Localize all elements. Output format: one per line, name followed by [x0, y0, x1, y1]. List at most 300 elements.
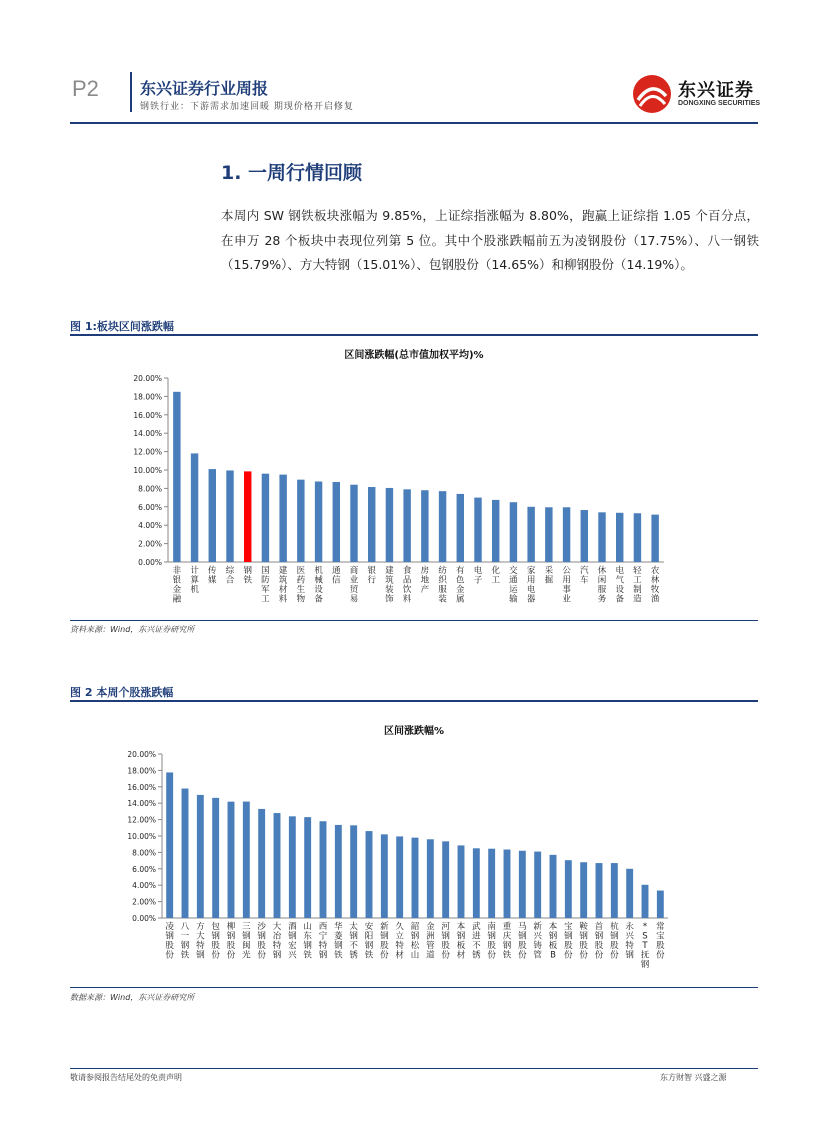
chart2-bar	[182, 789, 189, 918]
chart2-category-label-char: 武	[472, 922, 481, 932]
chart2-bar	[289, 816, 296, 918]
chart2-category-label-char: 兴	[625, 931, 634, 942]
chart2-bar	[396, 836, 403, 918]
chart2-category-label-char: 钢	[303, 941, 312, 951]
chart1-category-label-char: 饮	[402, 585, 412, 595]
chart2-category-label-char: S	[642, 931, 648, 942]
chart2-category-label-char: 钢	[487, 931, 496, 942]
chart1-category-label-char: 服	[597, 585, 607, 595]
chart2-y-tick-label: 20.00%	[127, 750, 156, 759]
figure2-label: 图 2 本周个股涨跌幅	[70, 686, 174, 699]
chart2-category-label-char: 特	[318, 941, 328, 951]
chart2-y-tick-label: 14.00%	[127, 799, 156, 809]
chart1-category-label-char: 输	[509, 594, 518, 605]
chart1-category-label-char: 金	[456, 585, 465, 595]
chart1-category-label-char: 传	[208, 566, 217, 576]
chart1-category-label-char: 电	[473, 566, 483, 576]
chart2-category-label-char: 不	[349, 941, 358, 951]
chart2-y-tick-label: 0.00%	[132, 914, 156, 923]
chart1-bar	[492, 500, 499, 562]
chart1-category-label-char: 媒	[208, 575, 217, 586]
chart1-category-label-char: 牧	[650, 585, 660, 595]
chart1-category-label-char: 医	[296, 566, 306, 576]
chart2-category-label-char: 宝	[656, 931, 665, 942]
chart2-category-label-char: 兴	[533, 931, 542, 942]
chart2-category-label-char: 钢	[548, 931, 558, 942]
chart1-y-tick-label: 16.00%	[133, 410, 162, 420]
chart2-category-label-char: 兴	[288, 950, 297, 961]
chart1-bar	[191, 453, 198, 562]
chart2-category-label-char: 立	[395, 931, 404, 942]
chart1-bar	[279, 475, 286, 562]
chart2-category-label-char: 材	[456, 950, 466, 961]
chart2-bar	[258, 809, 265, 918]
chart2-y-tick-label: 4.00%	[132, 881, 156, 891]
chart2-category-label-char: 闽	[242, 941, 251, 951]
chart2-bar	[458, 845, 465, 918]
chart1-category-label-char: 建	[278, 566, 288, 576]
chart1-bar	[209, 469, 216, 562]
chart2-bar	[504, 850, 511, 918]
chart2-category-label-char: 杭	[610, 922, 619, 932]
chart2-category-label-char: 股	[656, 941, 665, 951]
chart2-bar	[596, 863, 603, 918]
chart2-category-label-char: 份	[579, 950, 588, 961]
chart2-category-label-char: 久	[395, 922, 404, 932]
chart2-category-label-char: 钢	[211, 931, 220, 942]
chart2-category-label-char: 股	[487, 941, 496, 951]
chart2-y-tick-label: 8.00%	[132, 848, 156, 858]
chart1-category-label-char: 公	[562, 566, 571, 576]
chart1-category-label-char: 属	[456, 594, 465, 605]
chart2-category-label-char: 太	[349, 922, 358, 932]
chart1-category-label-char: 闲	[597, 575, 607, 586]
chart2-category-label-char: 酒	[288, 922, 297, 932]
chart2-category-label-char: 股	[211, 941, 220, 951]
chart1-category-label-char: 业	[349, 575, 359, 586]
chart2-category-label-char: 钢	[518, 931, 527, 942]
chart2-category-label-char: 股	[165, 941, 174, 951]
chart1-bar	[173, 392, 180, 562]
chart2-bar	[519, 851, 526, 918]
chart1-bar	[262, 474, 269, 562]
chart1-category-label-char: 车	[580, 575, 589, 586]
chart2-category-label-char: 铁	[502, 950, 512, 961]
chart2-bar	[197, 795, 204, 918]
chart1-category-label-char: 化	[491, 566, 500, 576]
chart2-category-label-char: 钢	[640, 960, 650, 970]
chart1-category-label-char: 材	[278, 585, 288, 595]
header-separator	[130, 72, 132, 112]
chart1-category-label-char: 非	[172, 566, 182, 576]
chart1-category-label-char: 电	[526, 585, 536, 595]
chart1-category-label-char: 建	[385, 566, 394, 576]
chart2-category-label-char: 钢	[380, 931, 389, 942]
chart2-category-label-char: 铁	[180, 950, 190, 961]
chart1-category-label-char: 计	[190, 566, 199, 576]
chart2-bar	[642, 885, 649, 918]
chart2-category-label-char: 管	[426, 941, 435, 951]
chart2-bar	[657, 891, 664, 918]
chart1-category-label-char: 房	[420, 566, 430, 576]
chart1-y-tick-label: 10.00%	[133, 466, 162, 475]
chart1-bar	[563, 507, 570, 562]
chart2-category-label-char: 特	[272, 941, 282, 951]
chart1-category-label-char: 物	[296, 594, 306, 605]
chart2-category-label-char: 钢	[288, 931, 297, 942]
chart2-bar	[488, 849, 495, 918]
chart1-category-label-char: 通	[332, 566, 341, 576]
chart1-bar	[226, 470, 233, 562]
chart2-category-label-char: 股	[380, 941, 389, 951]
chart2-category-label-char: 庆	[502, 931, 512, 942]
chart1-bar	[403, 489, 410, 562]
chart1-category-label-char: 器	[526, 594, 536, 605]
chart2-bar	[335, 825, 342, 918]
chart2-category-label-char: 材	[395, 950, 404, 961]
chart2-category-label-char: B	[550, 950, 556, 961]
chart1-bar	[315, 482, 322, 563]
chart2-category-label-char: 锈	[349, 950, 358, 961]
section-paragraph: 本周内 SW 钢铁板块涨幅为 9.85%，上证综指涨幅为 8.80%，跑赢上证综指 1.05 个百分点，在申万 28 个板块中表现位列第 5 位。其中个股涨跌幅前五为凌钢股份（17.75%）、八一钢铁（15.79%）、方大特钢（15.01%）、包钢股份（14.65%）和柳钢股份（14.19%）。	[221, 208, 759, 272]
chart2-category-label-char: 新	[380, 922, 389, 932]
chart2-bar	[442, 841, 449, 918]
chart2-bar	[212, 798, 219, 918]
report-subtitle: 钢铁行业：下游需求加速回暖 期现价格开启修复	[140, 102, 354, 112]
chart2-category-label-char: 阳	[364, 931, 374, 942]
chart1-bar	[386, 488, 393, 562]
chart2-category-label-char: 钢	[242, 931, 251, 942]
chart2-category-label-char: 钢	[165, 931, 174, 942]
chart2-category-label-char: 金	[426, 922, 435, 932]
chart2-category-label-char: 钢	[318, 950, 328, 961]
chart2-bar	[534, 852, 541, 918]
chart1-y-tick-label: 18.00%	[133, 392, 162, 402]
chart1-category-label-char: 机	[190, 585, 199, 595]
footer-disclaimer: 敬请参阅报告结尾处的免责声明	[70, 1073, 182, 1082]
chart1-bar	[527, 507, 534, 562]
chart2-category-label-char: 冶	[272, 931, 282, 942]
chart2-category-label-char: 股	[579, 941, 588, 951]
chart2-category-label-char: 马	[518, 922, 527, 932]
chart1-bar	[297, 480, 304, 562]
chart2-bar	[580, 862, 587, 918]
chart2-category-label-char: 一	[180, 931, 190, 942]
figure2-bottom-rule	[70, 987, 758, 988]
chart1-category-label-char: 备	[615, 594, 624, 605]
chart2-category-label-char: 大	[272, 922, 282, 932]
figure1-bottom-rule	[70, 620, 758, 621]
chart1-category-label-char: 轻	[633, 566, 642, 576]
chart2-category-label-char: 山	[410, 950, 420, 961]
chart2-category-label-char: 钢	[257, 931, 266, 942]
chart2-category-label-char: 韶	[410, 922, 420, 932]
chart2-category-label-char: 进	[472, 931, 481, 942]
chart2-category-label-char: 铁	[364, 950, 374, 961]
chart2-category-label-char: 份	[656, 950, 665, 961]
chart1-bar	[244, 471, 251, 562]
chart1-category-label-char: 筑	[385, 575, 394, 586]
chart2-category-label-char: 份	[226, 950, 236, 961]
chart1-y-tick-label: 6.00%	[138, 502, 162, 512]
chart1-category-label-char: 有	[456, 566, 465, 576]
chart1-category-label-char: 气	[615, 575, 624, 586]
chart1-category-label-char: 装	[438, 594, 447, 605]
chart1-category-label-char: 汽	[580, 566, 589, 576]
chart2-y-tick-label: 6.00%	[132, 864, 156, 874]
chart2-category-label-char: 钢	[410, 931, 420, 942]
chart2-category-label-char: 股	[610, 941, 619, 951]
chart1-category-label-char: 商	[349, 566, 359, 576]
chart1-category-label-char: 工	[633, 575, 642, 586]
chart1-bar	[421, 490, 428, 562]
chart2-category-label-char: 安	[364, 922, 374, 932]
chart1-category-label-char: 采	[544, 566, 554, 576]
chart2-category-label-char: 山	[303, 922, 312, 932]
chart1-category-label-char: 设	[615, 585, 624, 595]
chart1-category-label-char: 纺	[438, 566, 447, 576]
chart2-bar	[550, 855, 557, 918]
chart2-category-label-char: 道	[426, 950, 435, 961]
chart1-y-tick-label: 2.00%	[138, 539, 162, 549]
chart1-bar	[581, 510, 588, 562]
chart2-category-label-char: 股	[257, 941, 266, 951]
chart2-category-label-char: 份	[594, 950, 604, 961]
chart1-bar	[616, 513, 623, 562]
chart1-category-label-char: 银	[172, 575, 182, 586]
chart2-category-label-char: 宏	[288, 941, 297, 951]
chart1-category-label-char: 通	[509, 575, 518, 586]
chart1-category-label-char: 产	[420, 585, 430, 595]
chart1-bar	[634, 513, 641, 562]
chart2-category-label-char: 钢	[334, 941, 343, 951]
chart2-y-tick-label: 10.00%	[127, 832, 156, 841]
chart2-category-label-char: 份	[211, 950, 220, 961]
chart2-category-label-char: 钢	[226, 931, 236, 942]
chart1-bar	[333, 482, 340, 562]
chart1-category-label-char: 算	[190, 575, 199, 586]
figure2-top-rule	[70, 700, 758, 702]
chart2-category-label-char: 钢	[349, 931, 358, 942]
chart1-category-label-char: 设	[314, 585, 323, 595]
chart1-category-label-char: 事	[562, 585, 571, 595]
chart2-category-label-char: 份	[380, 950, 389, 961]
chart1-category-label-char: 服	[438, 585, 447, 595]
report-title: 东兴证券行业周报	[140, 79, 269, 98]
chart2-category-label-char: 包	[211, 922, 220, 932]
chart2-category-label-char: 河	[441, 922, 450, 932]
chart1-category-label-char: 家	[526, 566, 536, 576]
chart2-category-label-char: 首	[594, 922, 604, 932]
chart2-y-tick-label: 12.00%	[127, 815, 156, 825]
chart1-category-label-char: 务	[597, 594, 607, 605]
chart2-bar	[228, 802, 235, 918]
chart1-category-label-char: 料	[278, 594, 288, 605]
chart1-y-tick-label: 14.00%	[133, 429, 162, 439]
chart2-category-label-char: 板	[456, 941, 466, 951]
chart2-bar	[427, 839, 434, 918]
chart2-category-label-char: 钢	[625, 950, 634, 961]
chart1-bar	[510, 502, 517, 562]
chart1-category-label-char: 综	[225, 566, 235, 576]
footer-slogan: 东方财智 兴盛之源	[660, 1073, 727, 1082]
chart2-category-label-char: 洲	[426, 931, 435, 942]
chart2-category-label-char: 板	[548, 941, 558, 951]
figure1-label: 图 1:板块区间涨跌幅	[70, 320, 174, 333]
chart2-category-label-char: 华	[334, 922, 343, 932]
chart1-category-label-char: 织	[438, 575, 447, 586]
chart2-category-label-char: 钢	[502, 941, 512, 951]
footer-rule	[70, 1068, 758, 1069]
figure2-chart	[70, 712, 758, 982]
chart1-category-label-char: 装	[385, 585, 394, 595]
logo-text-cn: 东兴证券	[678, 80, 754, 101]
chart1-category-label-char: 运	[509, 585, 518, 595]
chart1-category-label-char: 药	[296, 575, 306, 586]
chart1-category-label-char: 休	[597, 566, 607, 576]
chart1-category-label-char: 林	[650, 575, 660, 586]
chart2-y-tick-label: 18.00%	[127, 766, 156, 776]
chart2-bar	[565, 860, 572, 918]
chart2-category-label-char: 股	[564, 941, 573, 951]
chart2-category-label-char: 份	[165, 950, 174, 961]
chart2-category-label-char: 抚	[640, 950, 650, 961]
chart1-category-label-char: 子	[473, 575, 483, 586]
chart1-category-label-char: 生	[296, 585, 306, 595]
chart2-category-label-char: T	[642, 941, 648, 951]
chart2-category-label-char: 本	[548, 922, 558, 932]
chart2-bar	[412, 838, 419, 918]
chart1-category-label-char: 合	[225, 575, 235, 586]
chart1-y-tick-label: 20.00%	[133, 374, 162, 383]
header-rule	[70, 122, 758, 124]
chart2-category-label-char: 铁	[334, 950, 343, 961]
chart2-category-label-char: 股	[518, 941, 527, 951]
chart1-category-label-char: 掘	[544, 575, 554, 586]
chart2-category-label-char: 钢	[364, 941, 374, 951]
chart2-category-label-char: 南	[487, 922, 496, 932]
chart2-category-label-char: 方	[196, 922, 205, 932]
chart1-bar	[439, 491, 446, 562]
chart1-bar	[545, 507, 552, 562]
chart1-category-label-char: 品	[402, 575, 412, 586]
chart2-category-label-char: 钢	[441, 931, 450, 942]
chart1-category-label-char: 筑	[278, 575, 288, 586]
chart1-category-label-char: 色	[456, 575, 465, 586]
chart1-category-label-char: 金	[172, 585, 182, 595]
chart2-category-label-char: 钢	[456, 931, 466, 942]
chart1-category-label-char: 贸	[349, 585, 359, 595]
chart1-category-label-char: 机	[314, 566, 323, 576]
chart2-y-tick-label: 2.00%	[132, 897, 156, 907]
chart2-category-label-char: 菱	[334, 931, 343, 942]
chart2-bar	[366, 831, 373, 918]
chart2-bar	[320, 821, 327, 918]
chart2-category-label-char: 三	[242, 922, 251, 932]
chart2-category-label-char: 柳	[226, 922, 236, 932]
logo-text-en: DONGXING SECURITIES	[678, 100, 761, 107]
chart2-bar	[611, 863, 618, 918]
chart2-category-label-char: 股	[594, 941, 604, 951]
chart1-y-tick-label: 0.00%	[138, 558, 162, 567]
chart1-category-label-char: 用	[562, 575, 571, 586]
chart2-y-tick-label: 16.00%	[127, 782, 156, 792]
chart2-category-label-char: 铸	[533, 941, 542, 951]
chart1-category-label-char: 食	[402, 566, 412, 576]
chart2-category-label-char: 凌	[165, 922, 174, 932]
chart2-category-label-char: 铁	[303, 950, 312, 961]
chart1-category-label-char: 军	[261, 585, 270, 595]
chart1-y-tick-label: 4.00%	[138, 521, 162, 531]
chart1-bar	[651, 515, 658, 562]
chart1-category-label-char: 信	[332, 575, 341, 586]
chart2-bar	[350, 825, 357, 918]
chart2-title: 区间涨跌幅%	[383, 726, 445, 737]
chart1-bar	[350, 485, 357, 562]
chart2-category-label-char: 钢	[272, 950, 282, 961]
chart2-category-label-char: 份	[518, 950, 527, 961]
figure1-chart	[70, 340, 758, 616]
chart2-category-label-char: 宁	[318, 931, 328, 942]
chart1-bar	[474, 498, 481, 562]
chart2-category-label-char: 管	[533, 950, 542, 961]
chart2-category-label-char: 股	[441, 941, 450, 951]
chart2-category-label-char: 西	[318, 922, 328, 932]
chart1-category-label-char: 防	[261, 575, 270, 586]
chart2-category-label-char: 宝	[564, 922, 573, 932]
chart2-category-label-char: 份	[441, 950, 450, 961]
page-number: P2	[72, 76, 99, 101]
chart2-category-label-char: 本	[456, 922, 466, 932]
chart2-category-label-char: 钢	[579, 931, 588, 942]
chart1-category-label-char: 融	[172, 594, 182, 605]
chart1-category-label-char: 渔	[650, 594, 660, 605]
brand-logo	[632, 72, 762, 116]
chart2-category-label-char: 钢	[564, 931, 573, 942]
chart1-category-label-char: 工	[491, 575, 500, 586]
chart1-category-label-char: 农	[650, 566, 660, 576]
chart1-category-label-char: 料	[402, 594, 412, 605]
chart2-category-label-char: 份	[257, 950, 266, 961]
chart2-category-label-char: 份	[610, 950, 619, 961]
chart1-y-tick-label: 8.00%	[138, 484, 162, 494]
chart1-title: 区间涨跌幅(总市值加权平均)%	[344, 350, 484, 361]
chart2-bar	[166, 772, 173, 918]
chart2-category-label-char: 重	[502, 922, 512, 932]
chart2-category-label-char: 钢	[180, 941, 190, 951]
chart2-category-label-char: 特	[196, 941, 205, 951]
chart1-bar	[457, 494, 464, 562]
chart2-category-label-char: 不	[472, 941, 481, 951]
chart1-category-label-char: 工	[261, 594, 270, 605]
chart1-category-label-char: 造	[633, 594, 642, 605]
chart2-category-label-char: 沙	[257, 922, 266, 932]
chart2-category-label-char: 永	[625, 922, 634, 932]
chart2-category-label-char: 松	[410, 941, 420, 951]
chart1-category-label-char: 械	[314, 575, 323, 586]
chart2-bar	[473, 848, 480, 918]
chart1-category-label-char: 易	[349, 594, 359, 605]
chart1-category-label-char: 国	[261, 566, 270, 576]
chart1-category-label-char: 地	[420, 575, 430, 586]
chart2-category-label-char: 锈	[472, 950, 481, 961]
chart1-category-label-char: 制	[633, 585, 642, 595]
chart1-category-label-char: 用	[526, 575, 536, 586]
chart2-category-label-char: 股	[226, 941, 236, 951]
chart1-category-label-char: 业	[562, 594, 571, 605]
section-title: 1. 一周行情回顾	[221, 162, 363, 184]
chart1-category-label-char: 交	[509, 566, 518, 576]
